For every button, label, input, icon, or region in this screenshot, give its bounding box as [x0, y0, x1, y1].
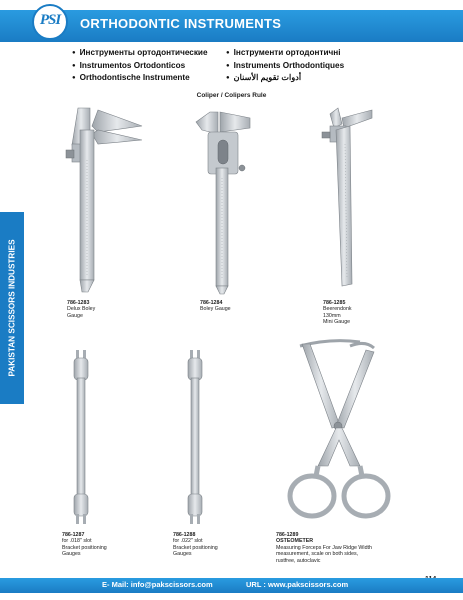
product-caption-1285	[323, 300, 352, 326]
boley-gauge-image	[190, 108, 260, 296]
footer-email[interactable]: E- Mail: info@pakscissors.com	[102, 580, 213, 589]
product-desc: Measuring Forceps For Jaw Ridge Width	[276, 544, 372, 551]
language-item: ● Instrumentos Ortodonticos	[72, 60, 208, 73]
product-caption-1288	[173, 532, 218, 558]
product-code: 786-1289	[276, 532, 299, 538]
product-desc: Boley Gauge	[200, 306, 231, 313]
product-desc: Mini Gauge	[323, 319, 351, 326]
product-desc: Bracket positioning	[62, 544, 107, 551]
product-desc: Gauge	[67, 312, 83, 319]
product-caption-1289	[276, 532, 372, 564]
product-code: 786-1284	[200, 300, 223, 306]
footer-url[interactable]: URL : www.pakscissors.com	[246, 580, 349, 589]
product-desc: Beerendonk	[323, 306, 352, 313]
side-tab-label: PAKISTAN SCISSORS INDUSTRIES	[7, 239, 17, 377]
product-desc: 130mm	[323, 312, 341, 319]
product-title: OSTEOMETER	[276, 538, 314, 545]
footer-bar	[0, 578, 463, 593]
product-desc: Gauges	[173, 551, 192, 558]
product-desc: for .022" slot	[173, 538, 203, 545]
product-desc: for .018" slot	[62, 538, 92, 545]
product-code: 786-1283	[67, 300, 90, 306]
product-code: 786-1287	[62, 532, 85, 538]
product-desc: measurement, scale on both sides,	[276, 551, 359, 558]
product-desc: rustfree, autoclavic	[276, 557, 321, 564]
page-title: ORTHODONTIC INSTRUMENTS	[80, 16, 282, 31]
osteometer-image	[270, 336, 410, 526]
delux-boley-gauge-image	[58, 100, 148, 295]
bracket-gauge-022-image	[180, 348, 210, 526]
product-desc: Bracket positioning	[173, 544, 218, 551]
bracket-gauge-018-image	[66, 348, 96, 526]
language-item: ● Інструменти ортодонтичні	[226, 47, 344, 60]
beerendonk-gauge-image	[318, 104, 378, 294]
section-title: Coliper / Colipers Rule	[196, 92, 267, 99]
product-code: 786-1285	[323, 300, 346, 306]
language-list-right	[226, 47, 344, 85]
product-desc: Gauges	[62, 551, 81, 558]
product-desc: Delux Boley	[67, 306, 96, 313]
language-item: ● أدوات تقويم الأسنان	[226, 72, 344, 85]
product-caption-1287	[62, 532, 107, 558]
language-list-left	[72, 47, 208, 85]
language-item: ● Orthodontische Instrumente	[72, 72, 208, 85]
product-caption-1283	[67, 300, 95, 319]
company-logo	[32, 4, 68, 40]
logo-text: PSI	[39, 12, 61, 28]
language-item: ● Инструменты ортодонтические	[72, 47, 208, 60]
product-caption-1284	[200, 300, 231, 313]
language-item: ● Instruments Orthodontiques	[226, 60, 344, 73]
product-code: 786-1288	[173, 532, 196, 538]
